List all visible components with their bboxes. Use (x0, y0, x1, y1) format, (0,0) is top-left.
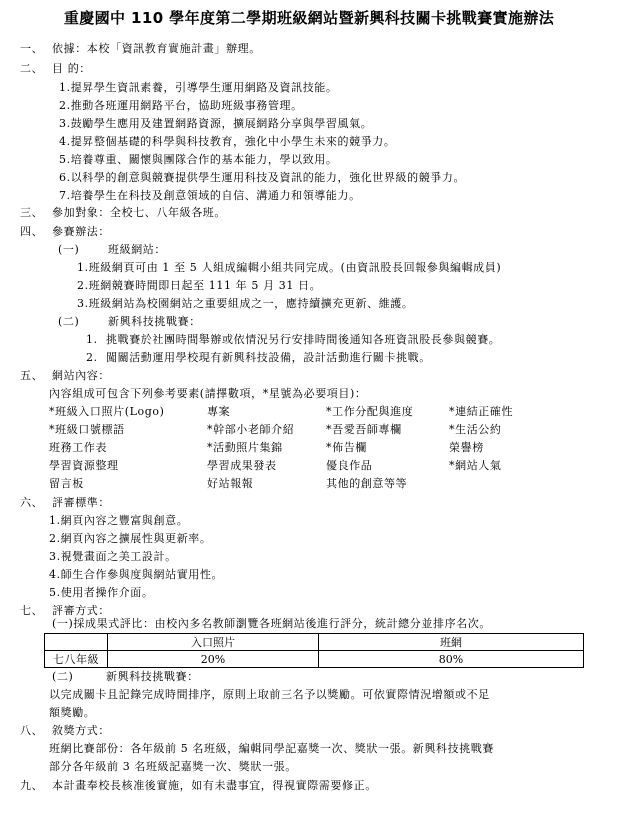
content-element: 其他的創意等等 (326, 477, 408, 490)
content-intro: 內容組成可包含下列參考要素(請擇數項，*星號為必要項目)： (49, 387, 367, 400)
content-element: *連結正確性 (449, 405, 514, 418)
challenge-ranking-text: 以完成關卡且記錄完成時間排序，原則上取前三名予以獎勵。可依實際情況增額或不足 (49, 688, 490, 701)
challenge-ranking-text: 額獎勵。 (49, 706, 96, 719)
document-title: 重慶國中 110 學年度第二學期班級網站暨新興科技關卡挑戰賽實施辦法 (63, 9, 555, 27)
content-element: *幹部小老師介紹 (207, 423, 295, 436)
challenge-rule-number: 1. (86, 333, 98, 346)
section-6-number: 六、 (20, 496, 44, 509)
content-element: 學習成果發表 (207, 459, 277, 472)
score-weight-table (44, 633, 584, 668)
subsection-title: 新興科技挑戰賽： (106, 670, 199, 683)
section-4-number: 四、 (20, 225, 44, 238)
section-3-number: 三、 (20, 206, 44, 219)
table-row (45, 651, 584, 668)
website-rule: 2.班網競賽時間即日起至 111 年 5 月 31 日。 (77, 279, 322, 292)
table-header-cell: 入口照片 (108, 634, 319, 651)
content-element: 好站報報 (207, 477, 254, 490)
criteria-item: 3.視覺畫面之美工設計。 (49, 550, 177, 563)
award-text: 部分各年級前 3 名班級記嘉獎一次、獎狀一張。 (49, 760, 297, 773)
content-element: *生活公約 (449, 423, 502, 436)
table-header-cell (45, 634, 108, 651)
table-cell: 80% (319, 651, 584, 668)
section-5-heading: 網站內容： (52, 369, 110, 382)
content-element: *吾愛吾師專欄 (326, 423, 402, 436)
table-cell: 20% (108, 651, 319, 668)
section-4-heading: 參賽辦法： (52, 225, 110, 238)
content-element: *班級入口照片(Logo) (49, 405, 165, 418)
award-text: 班網比賽部份：各年級前 5 名班級，編輯同學記嘉獎一次、獎狀一張。新興科技挑戰賽 (49, 742, 494, 755)
purpose-item: 5.培養尊重、關懷與團隊合作的基本能力，學以致用。 (59, 153, 338, 166)
content-element: *網站人氣 (449, 459, 502, 472)
subsection-title: 班級網站： (108, 243, 166, 256)
purpose-item: 3.鼓勵學生應用及建置網路資源，擴展網路分享與學習風氣。 (59, 117, 373, 130)
criteria-item: 4.師生合作參與度與網站實用性。 (49, 568, 224, 581)
subsection-marker: (二) (52, 670, 74, 683)
table-header-row (45, 634, 584, 651)
section-1-number: 一、 (20, 42, 44, 55)
content-element: *佈告欄 (326, 441, 367, 454)
section-3-text: 參加對象：全校七、八年級各班。 (52, 206, 226, 219)
section-9-text: 本計畫奉校長核准後實施，如有未盡事宜，得視實際需要修正。 (52, 779, 377, 792)
subsection-title: 新興科技挑戰賽： (108, 315, 201, 328)
section-6-heading: 評審標準： (52, 496, 110, 509)
subsection-marker: (二) (58, 315, 80, 328)
criteria-item: 1.網頁內容之豐富與創意。 (49, 514, 189, 527)
section-8-number: 八、 (20, 724, 44, 737)
website-rule: 1.班級網頁可由 1 至 5 人組成編輯小組共同完成。(由資訊股長回報參與編輯成員) (77, 261, 502, 274)
content-element: *工作分配與進度 (326, 405, 414, 418)
section-2-number: 二、 (20, 62, 44, 75)
content-element: 留言板 (49, 477, 84, 490)
content-element: 專案 (207, 405, 231, 418)
table-header-cell: 班網 (319, 634, 584, 651)
purpose-item: 7.培養學生在科技及創意領域的自信、溝通力和領導能力。 (59, 189, 361, 202)
section-7-number: 七、 (20, 604, 44, 617)
criteria-item: 2.網頁內容之擴展性與更新率。 (49, 532, 212, 545)
section-9-number: 九、 (20, 779, 44, 792)
challenge-rule: 闖關活動運用學校現有新興科技設備，設計活動進行關卡挑戰。 (106, 351, 431, 364)
challenge-rule-number: 2. (86, 351, 98, 364)
section-8-heading: 敘獎方式： (52, 724, 110, 737)
section-7-heading: 評審方式： (52, 604, 110, 617)
table-cell: 七八年級 (45, 651, 108, 668)
section-1-text: 依據：本校「資訊教育實施計畫」辦理。 (52, 42, 261, 55)
website-rule: 3.班級網站為校園網站之重要組成之一，應持續擴充更新、維護。 (77, 297, 414, 310)
subsection-marker: (一) (58, 243, 80, 256)
evaluation-method: (一)採成果式評比：由校內多名教師瀏覽各班網站後進行評分，統計總分並排序名次。 (52, 617, 491, 630)
purpose-item: 1.提昇學生資訊素養，引導學生運用網路及資訊技能。 (59, 81, 338, 94)
purpose-item: 6.以科學的創意與競賽提供學生運用科技及資訊的能力，強化世界級的競爭力。 (59, 171, 466, 184)
content-element: 榮譽榜 (449, 441, 484, 454)
section-5-number: 五、 (20, 369, 44, 382)
content-element: *活動照片集錦 (207, 441, 283, 454)
content-element: 優良作品 (326, 459, 373, 472)
content-element: *班級口號標語 (49, 423, 125, 436)
purpose-item: 4.提昇整個基礎的科學與科技教育，強化中小學生未來的競爭力。 (59, 135, 396, 148)
content-element: 班務工作表 (49, 441, 107, 454)
content-element: 學習資源整理 (49, 459, 119, 472)
purpose-item: 2.推動各班運用網路平台，協助班級事務管理。 (59, 99, 303, 112)
criteria-item: 5.使用者操作介面。 (49, 586, 154, 599)
section-2-heading: 目 的： (52, 62, 91, 75)
challenge-rule: 挑戰賽於社團時間舉辦或依情況另行安排時間後通知各班資訊股長參與競賽。 (106, 333, 501, 346)
